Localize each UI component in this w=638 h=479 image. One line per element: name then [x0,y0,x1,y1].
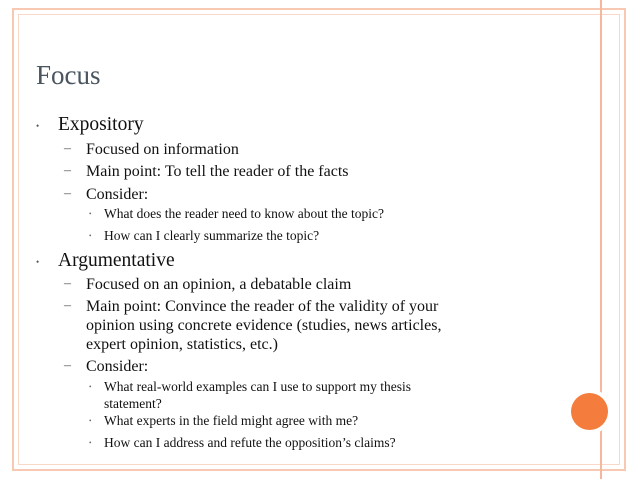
argumentative-consider-3: How can I address and refute the opposition’s claims? [104,435,396,450]
section-heading-expository: Expository [58,114,144,135]
bullet-icon: • [89,383,92,391]
argumentative-point-2-line-3: expert opinion, statistics, etc.) [86,336,278,353]
bullet-icon: • [36,257,40,267]
argumentative-point-3: Consider: [86,358,149,375]
dash-icon: – [64,276,71,291]
argumentative-consider-1-line-2: statement? [104,396,162,411]
orange-circle-decoration [571,393,608,430]
bullet-icon: • [89,439,92,447]
dash-icon: – [64,186,71,201]
argumentative-point-2-line-2: opinion using concrete evidence (studies, news articles, [86,317,442,334]
bullet-icon: • [36,121,40,131]
bullet-icon: • [89,210,92,218]
section-heading-argumentative: Argumentative [58,250,175,271]
argumentative-consider-2: What experts in the field might agree with me? [104,413,359,428]
bullet-icon: • [89,417,92,425]
dash-icon: – [64,163,71,178]
expository-consider-1: What does the reader need to know about the topic? [104,206,385,221]
expository-consider-2: How can I clearly summarize the topic? [104,228,320,243]
bullet-icon: • [89,232,92,240]
argumentative-point-2-line-1: Main point: Convince the reader of the validity of your [86,298,439,315]
expository-point-2: Main point: To tell the reader of the facts [86,163,349,180]
dash-icon: – [64,141,71,156]
dash-icon: – [64,298,71,313]
expository-point-1: Focused on information [86,141,239,158]
expository-point-3: Consider: [86,186,149,203]
argumentative-point-1: Focused on an opinion, a debatable claim [86,276,352,293]
slide-title: Focus [36,60,101,90]
dash-icon: – [64,358,71,373]
argumentative-consider-1-line-1: What real-world examples can I use to support my thesis [104,379,412,394]
